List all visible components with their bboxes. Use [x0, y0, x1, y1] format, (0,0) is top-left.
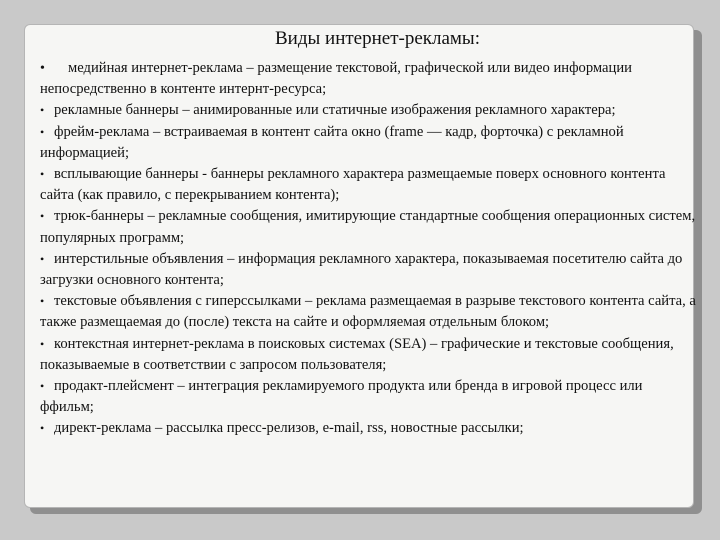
bullet-icon: • — [40, 421, 45, 436]
list-item — [40, 164, 696, 206]
bullet-icon: • — [40, 167, 45, 182]
list-item — [40, 58, 696, 100]
bullet-icon: • — [40, 103, 45, 118]
list-item — [40, 249, 696, 291]
bullet-icon: • — [40, 124, 45, 139]
slide-title: Виды интернет-рекламы: — [275, 28, 480, 49]
list-item-text: всплывающие баннеры - баннеры рекламного характера размещаемые поверх основного контента сайта (как правило, с перекрыванием контента); — [40, 166, 666, 204]
list-item — [40, 291, 696, 333]
list-item — [40, 100, 696, 121]
list-item-text: контекстная интернет-реклама в поисковых системах (SEA) – графические и текстовые сообщения, показываемые в соответствии с запросом пользователя; — [40, 335, 674, 373]
list-item — [40, 122, 696, 164]
bullet-icon: • — [40, 209, 45, 224]
list-item-text: директ-реклама – рассылка пресс-релизов, e-mail, rss, новостные рассылки; — [54, 420, 524, 437]
list-item — [40, 206, 696, 248]
bullet-icon: • — [40, 251, 45, 266]
list-item-text: интерстильные объявления – информация рекламного характера, показываемая посетителю сайта до загрузки основного контента; — [40, 250, 683, 289]
bullet-list — [40, 58, 696, 440]
bullet-icon: • — [40, 61, 45, 76]
list-item-text: продакт-плейсмент – интеграция рекламируемого продукта или бренда в игровой процесс или ффильм; — [40, 378, 643, 416]
list-item-text: текстовые объявления с гиперссылками – реклама размещаемая в разрыве текстового контента сайта, а также размещаемая до (после) текста на сайте и оформляемая отдельным блоком; — [40, 293, 696, 331]
list-item-text: трюк-баннеры – рекламные сообщения, имитирующие стандартные сообщения операционных систем, популярных программ; — [40, 208, 696, 246]
list-item-text: рекламные баннеры – анимированные или статичные изображения рекламного характера; — [54, 102, 616, 119]
list-item — [40, 376, 696, 418]
bullet-icon: • — [40, 379, 45, 394]
list-item-text: медийная интернет-реклама – размещение текстовой, графической или видео информации непосредственно в контенте интернт-ресурса; — [40, 60, 632, 98]
list-item — [40, 418, 696, 439]
bullet-icon: • — [40, 294, 45, 309]
list-item-text: фрейм-реклама – встраиваемая в контент сайта окно (frame — кадр, форточка) с рекламной информацией; — [40, 123, 624, 161]
list-item — [40, 334, 696, 376]
bullet-icon: • — [40, 336, 45, 351]
